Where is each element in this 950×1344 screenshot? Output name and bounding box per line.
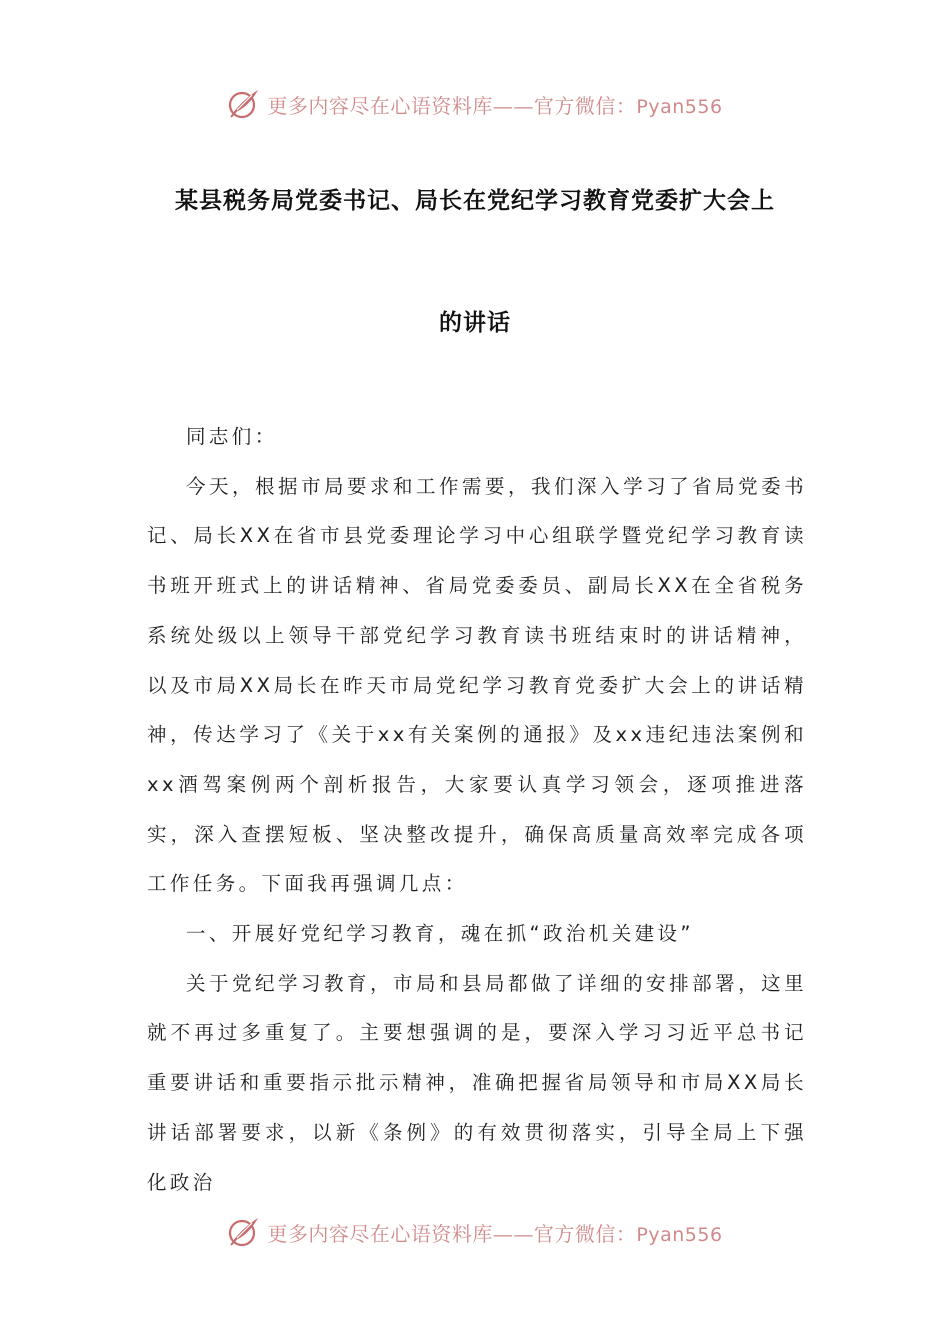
watermark-wechat-id: Pyan556 (636, 1223, 723, 1246)
paragraph-salutation: 同志们： (186, 425, 278, 448)
watermark-wechat-id: Pyan556 (636, 95, 723, 118)
feather-pen-icon (227, 87, 261, 121)
feather-pen-icon (227, 1215, 261, 1249)
watermark-text: 更多内容尽在心语资料库——官方微信： (267, 93, 637, 118)
section-heading-1: 一、开展好党纪学习教育，魂在抓“政治机关建设” (186, 922, 694, 946)
document-title-line2: 的讲话 (439, 310, 511, 336)
document-title-line1: 某县税务局党委书记、局长在党纪学习教育党委扩大会上 (175, 188, 775, 214)
paragraph-intro: 今天，根据市局要求和工作需要，我们深入学习了省局党委书记、局长XX在省市县党委理论学习中心组联学暨党纪学习教育读书班开班式上的讲话精神、省局党委委员、副局长XX在全省税务系统处级以上领导干部党纪学习教育读书班结束时的讲话精神，以及市局XX局长在昨天市局党纪学习教育党委扩大会上的讲话精神，传达学习了《关于xx有关案例的通报》及xx违纪违法案例和xx酒驾案例两个剖析报告，大家要认真学习领会，逐项推进落实，深入查摆短板、坚决整改提升，确保高质量高效率完成各项工作任务。下面我再强调几点： (147, 474, 807, 896)
watermark-header (0, 84, 950, 124)
paragraph-section-1: 关于党纪学习教育，市局和县局都做了详细的安排部署，这里就不再过多重复了。主要想强调的是，要深入学习习近平总书记重要讲话和重要指示批示精神，准确把握省局领导和市局XX局长讲话部署要求，以新《条例》的有效贯彻落实，引导全局上下强化政治 (147, 971, 807, 1194)
watermark-text: 更多内容尽在心语资料库——官方微信： (267, 1221, 637, 1246)
document-body (147, 412, 807, 1207)
watermark-footer (0, 1212, 950, 1252)
